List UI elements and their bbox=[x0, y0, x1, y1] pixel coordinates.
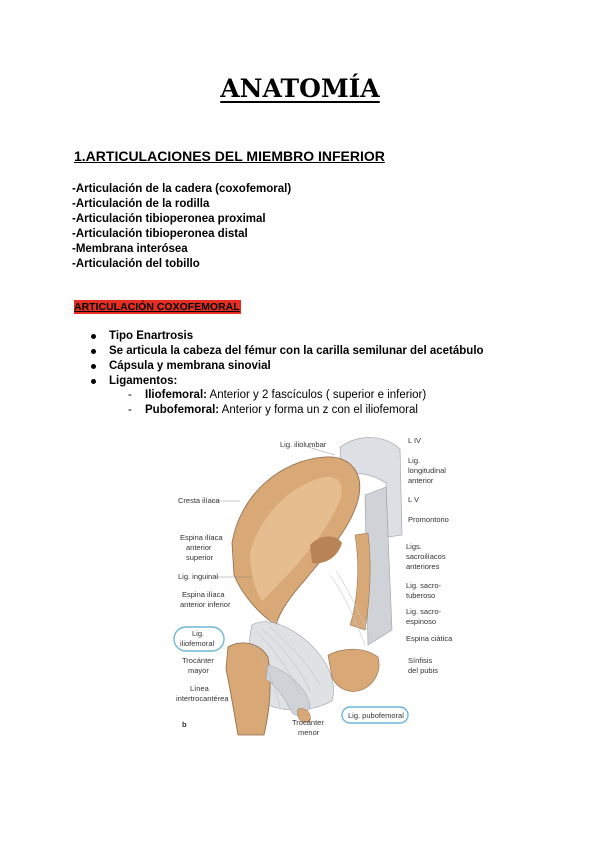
label-lig-longitudinal: anterior bbox=[408, 476, 434, 485]
dash-marker: - bbox=[128, 389, 132, 401]
label-liv: L IV bbox=[408, 436, 422, 445]
label-lig-inguinal: Lig. inguinal bbox=[178, 572, 219, 581]
bullet-text: Se articula la cabeza del fémur con la carilla semilunar del acetábulo bbox=[109, 345, 484, 357]
sub-item bbox=[128, 403, 426, 418]
label-lig-longitudinal: Lig. bbox=[408, 456, 421, 465]
label-linea-intertrocanterea: Línea bbox=[190, 684, 209, 693]
label-espina-inferior: Espina ilíaca bbox=[182, 590, 225, 599]
label-lig-sacrotuberoso: tuberoso bbox=[406, 591, 436, 600]
sub-text: Anterior y 2 fascículos ( superior e inferior) bbox=[206, 389, 427, 401]
label-espina-superior: Espina ilíaca bbox=[180, 533, 223, 542]
bullet-text: Tipo Enartrosis bbox=[109, 330, 194, 342]
label-espina-ciatica: Espina ciática bbox=[406, 634, 453, 643]
label-lig-iliofemoral: Lig. bbox=[192, 629, 205, 638]
label-lig-pubofemoral: Lig. pubofemoral bbox=[348, 711, 404, 720]
bullet-icon bbox=[91, 334, 96, 339]
label-trocanter-menor: menor bbox=[298, 728, 320, 737]
label-espina-superior: anterior bbox=[186, 543, 212, 552]
label-lv: L V bbox=[408, 495, 419, 504]
hip-ligaments-illustration bbox=[160, 425, 455, 747]
bullet-icon bbox=[91, 364, 96, 369]
label-lig-longitudinal: longitudinal bbox=[408, 466, 446, 475]
bullet-item bbox=[91, 344, 484, 359]
label-linea-intertrocanterea: intertrocantérea bbox=[176, 694, 229, 703]
page-title: ANATOMÍA bbox=[220, 74, 380, 103]
label-lig-sacroespinoso: Lig. sacro- bbox=[406, 607, 442, 616]
toc-item: -Articulación tibioperonea distal bbox=[72, 228, 248, 240]
label-lig-sacroiliacos: anteriores bbox=[406, 562, 440, 571]
label-lig-sacroiliacos: Ligs. bbox=[406, 542, 422, 551]
bullet-item bbox=[91, 374, 484, 389]
label-sinfisis: Sínfisis bbox=[408, 656, 433, 665]
label-trocanter-menor: Trocánter bbox=[292, 718, 324, 727]
toc-item: -Membrana interósea bbox=[72, 243, 188, 255]
bullet-icon bbox=[91, 379, 96, 384]
sub-item bbox=[128, 388, 426, 403]
toc-item: -Articulación de la rodilla bbox=[72, 198, 210, 210]
dash-marker: - bbox=[128, 404, 132, 416]
label-espina-superior: superior bbox=[186, 553, 214, 562]
toc-item: -Articulación de la cadera (coxofemoral) bbox=[72, 183, 292, 195]
bullet-item bbox=[91, 359, 484, 374]
bullet-text: Ligamentos: bbox=[109, 375, 178, 387]
label-sinfisis: del pubis bbox=[408, 666, 439, 675]
sub-term: Pubofemoral: bbox=[145, 404, 220, 416]
label-espina-inferior: anterior inferior bbox=[180, 600, 231, 609]
label-lig-sacroespinoso: espinoso bbox=[406, 617, 437, 626]
sub-term: Iliofemoral: bbox=[145, 389, 207, 401]
label-cresta-iliaca: Cresta ilíaca bbox=[178, 496, 220, 505]
sub-text: Anterior y forma un z con el iliofemoral bbox=[219, 404, 418, 416]
ilium-illustration bbox=[232, 457, 360, 625]
bullet-text: Cápsula y membrana sinovial bbox=[109, 360, 271, 372]
sub-list bbox=[128, 388, 426, 418]
label-panel-letter: b bbox=[182, 720, 187, 729]
label-lig-sacrotuberoso: Lig. sacro- bbox=[406, 581, 442, 590]
toc-list bbox=[72, 182, 291, 272]
highlight-heading: ARTICULACIÓN COXOFEMORAL bbox=[74, 301, 240, 313]
pubis-illustration bbox=[328, 649, 379, 691]
bullet-list bbox=[91, 329, 484, 389]
label-lig-sacroiliacos: sacroilíacos bbox=[406, 552, 446, 561]
label-lig-iliofemoral: iliofemoral bbox=[180, 639, 215, 648]
toc-item: -Articulación del tobillo bbox=[72, 258, 200, 270]
label-trocanter-mayor: Trocánter bbox=[182, 656, 214, 665]
bullet-item bbox=[91, 329, 484, 344]
toc-item: -Articulación tibioperonea proximal bbox=[72, 213, 266, 225]
bullet-icon bbox=[91, 349, 96, 354]
label-lig-iliolumbar: Lig. iliolumbar bbox=[280, 440, 327, 449]
section-heading: 1.ARTICULACIONES DEL MIEMBRO INFERIOR bbox=[74, 148, 385, 164]
label-trocanter-mayor: mayor bbox=[188, 666, 209, 675]
label-promontorio: Promontorio bbox=[408, 515, 449, 524]
